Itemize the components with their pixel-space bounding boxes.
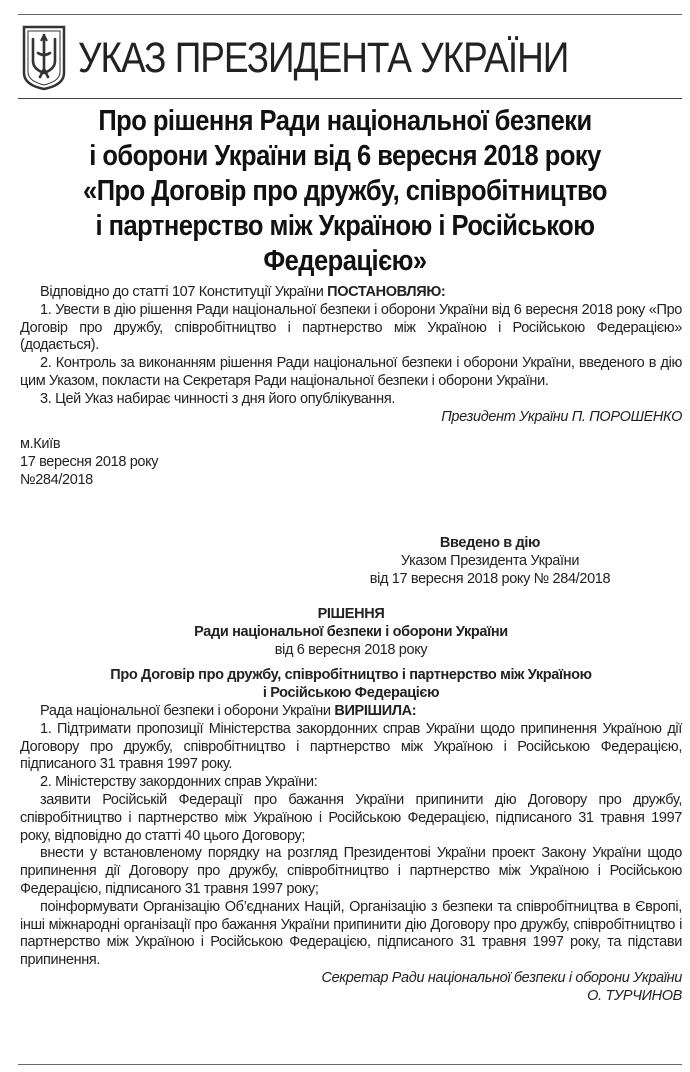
trident-emblem-icon	[22, 25, 66, 91]
decree-signature: Президент України П. ПОРОШЕНКО	[441, 408, 682, 425]
decree-title-line: і партнерство між Україною і Російською	[95, 210, 595, 242]
decision-paragraph: внести у встановленому порядку на розгляд Президентові України проект Закону України щодо припинення дії Договору про дружбу, співробітництво і партнерство між Україною і Російською Федерацією, підписаного 31 травня 1997 року;	[20, 845, 682, 897]
decision-date: від 6 вересня 2018 року	[274, 641, 428, 658]
header	[22, 22, 648, 94]
header-rule	[18, 98, 682, 99]
decision-paragraph: 1. Підтримати пропозиції Міністерства закордонних справ України щодо припинення Україною дії Договору про дружбу, співробітництво і партнерство між Україною і Російською Федерацією, підписаного 31 травня 1997 року.	[20, 720, 682, 773]
decree-paragraph: 1. Увести в дію рішення Ради національної безпеки і оборони України від 6 вересня 2018 року «Про Договір про дружбу, співробітництво і партнерство між Україною і Російською Федерацією» (додається).	[20, 301, 682, 354]
decision-title: Про Договір про дружбу, співробітництво і партнерство між Україною	[110, 667, 592, 684]
decision-signature-role: Секретар Ради національної безпеки і оборони України	[321, 969, 682, 986]
decision-paragraph: поінформувати Організацію Об’єднаних Націй, Організацію з безпеки та співробітництва в Європі, інші міжнародні організації про бажання України припинити дію Договору про дружбу, співробітництво і партнерство між Україною і Російською Федерацією, підписаного 31 травня 1997 року, та підстави припинення.	[20, 898, 682, 969]
decree-intro: Відповідно до статті 107 Конституції України ПОСТАНОВЛЯЮ:	[40, 284, 446, 300]
decree-place: м.Київ	[20, 436, 61, 453]
enacted-line: Указом Президента України	[400, 552, 580, 569]
decision-heading: РІШЕННЯ	[317, 606, 385, 622]
page-title: УКАЗ ПРЕЗИДЕНТА УКРАЇНИ	[78, 33, 569, 82]
top-rule	[18, 14, 682, 15]
bottom-rule	[18, 1064, 682, 1065]
enacted-stamp	[320, 535, 660, 588]
decree-body	[20, 284, 682, 490]
decree-title-line: і оборони України від 6 вересня 2018 року	[89, 140, 601, 172]
enacted-label: Введено в дію	[439, 535, 541, 551]
decree-date: 17 вересня 2018 року	[20, 454, 159, 471]
decree-title-line: «Про Договір про дружбу, співробітництво	[83, 175, 607, 207]
decision-paragraph: 2. Міністерству закордонних справ України:	[40, 774, 318, 791]
decree-paragraph: 3. Цей Указ набирає чинності з дня його опублікування.	[40, 390, 396, 407]
decree-title-line: Федерацією»	[263, 245, 427, 277]
enacted-line: від 17 вересня 2018 року № 284/2018	[369, 570, 611, 587]
decree-title	[0, 104, 690, 279]
decree-title-line: Про рішення Ради національної безпеки	[98, 105, 592, 137]
decree-number: №284/2018	[20, 471, 93, 488]
decision-paragraph: заявити Російській Федерації про бажання України припинити дію Договору про дружбу, співробітництво і партнерство між Україною і Російською Федерацією, підписаного 31 травня 1997 року, відповідно до статті 40 цього Договору;	[20, 791, 682, 844]
decision-body	[20, 606, 682, 1006]
decision-intro: Рада національної безпеки і оборони України ВИРІШИЛА:	[40, 702, 417, 719]
decree-paragraph: 2. Контроль за виконанням рішення Ради національної безпеки і оборони України, введеного в дію цим Указом, покласти на Секретаря Ради національної безпеки і оборони України.	[20, 355, 682, 389]
decision-title: і Російською Федерацією	[262, 685, 440, 702]
decision-signature-name: О. ТУРЧИНОВ	[587, 987, 682, 1004]
decision-subheading: Ради національної безпеки і оборони України	[194, 623, 508, 640]
